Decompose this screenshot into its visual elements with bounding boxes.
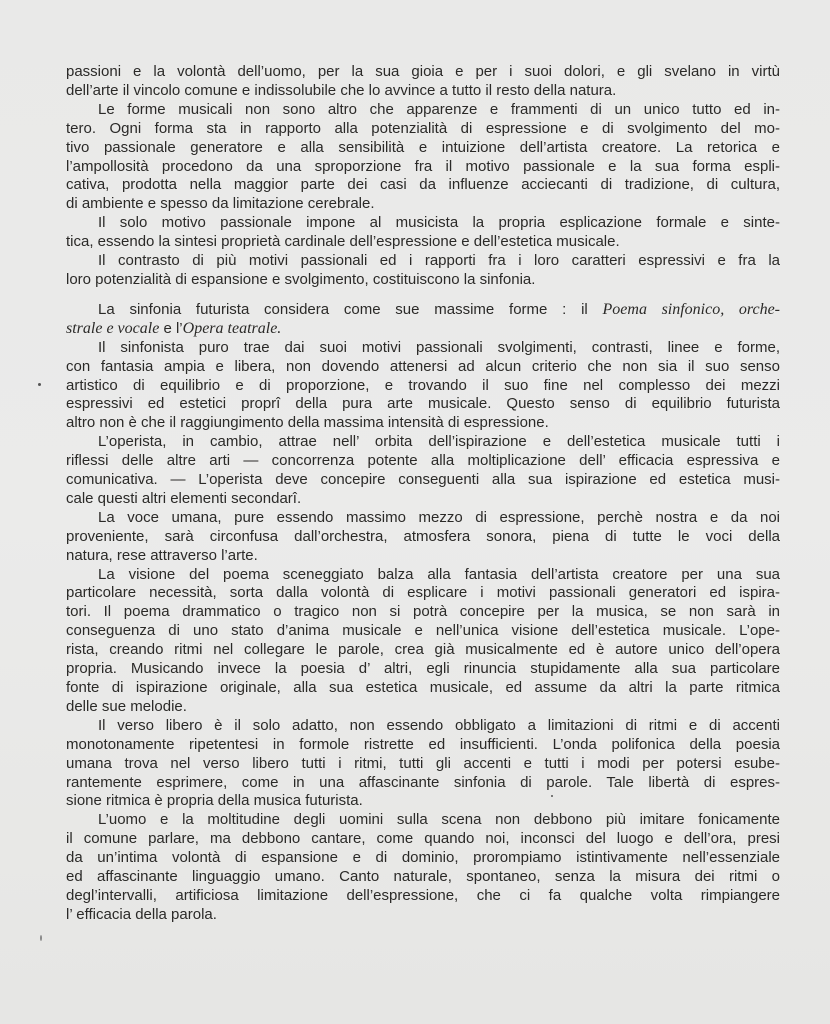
text-line: L’uomo e la moltitudine degli uomini sulla scena non debbono più imitare fonicamente xyxy=(98,811,780,829)
text-line: degl’intervalli, artificiosa limitazione dell’espressione, che ci fa qualche volta rimpiangere xyxy=(66,886,780,904)
paragraph xyxy=(66,101,780,214)
text-line: fonte di ispirazione originale, alla sua estetica musicale, ed assume da altri la parte ritmica xyxy=(66,679,780,696)
text-line: tivo passionale generatore e alla sensibilità e intuizione dell’artista creatore. La retorica e xyxy=(66,138,780,156)
text-line: sione ritmica è propria della musica futurista. xyxy=(66,792,363,810)
text-line: particolare necessità, sorta dalla volontà di esplicare i motivi passionali generatori ed ispira- xyxy=(66,584,780,602)
text-line: rantemente esprimere, come in una affascinante sinfonia di parole. Tale libertà di espres- xyxy=(66,773,780,791)
paragraph xyxy=(66,509,780,566)
text-line: La voce umana, pure essendo massimo mezzo di espressione, perchè nostra e da noi xyxy=(98,508,780,526)
text-line: dell’arte il vincolo comune e indissolubile che lo avvince a tutto il resto della natura. xyxy=(66,81,617,99)
paragraph xyxy=(66,717,780,812)
text-line: Il verso libero è il solo adatto, non essendo obbligato a limitazioni di ritmi e di accenti xyxy=(98,716,780,734)
text-line: Il contrasto di più motivi passionali ed i rapporti fra i loro caratteri espressivi e fra la xyxy=(98,252,780,270)
text-line: cativa, prodotta nella maggior parte dei casi da influenze acciecanti di tradizione, di cultura, xyxy=(66,176,780,194)
text-line: tica, essendo la sintesi proprietà cardinale dell’espressione e dell’estetica musicale. xyxy=(66,233,620,251)
text-line: La visione del poema sceneggiato balza alla fantasia dell’artista creatore per una sua xyxy=(98,565,780,583)
text-line: l’ efficacia della parola. xyxy=(66,905,217,923)
text-line: tero. Ogni forma sta in rapporto alla potenzialità di espressione e di svolgimento del mo- xyxy=(66,119,780,137)
text-line: conseguenza di uno stato d’anima musicale e nell’unica visione dell’estetica musicale. L’ope- xyxy=(66,622,780,640)
text-segment: La sinfonia futurista considera come sue massime forme : il xyxy=(98,300,603,318)
text-line: delle sue melodie. xyxy=(66,697,187,715)
text-line: monotonamente ripetentesi in formole ristrette ed insufficienti. L’onda polifonica della poesia xyxy=(66,735,780,753)
paragraph xyxy=(66,566,780,717)
text-line: L’operista, in cambio, attrae nell’ orbita dell’ispirazione e dell’estetica musicale tutti i xyxy=(98,433,780,451)
text-line xyxy=(66,301,780,320)
text-line: Il sinfonista puro trae dai suoi motivi passionali svolgimenti, contrasti, linee e forme, xyxy=(98,338,780,356)
paragraph xyxy=(66,339,780,434)
text-line: umana trova nel verso libero tutti i ritmi, tutti gli accenti e tutti i modi per potersi esube- xyxy=(66,754,780,772)
text-line: rista, creando ritmi nel collegare le parole, crea già musicalmente ed è autore unico dell’opera xyxy=(66,641,780,659)
text-line: espressivi ed estetici proprî della pura arte musicale. Questo senso di equilibrio futurista xyxy=(66,395,780,413)
text-line: comunicativa. — L’operista deve concepire conseguenti alla sua ispirazione ed estetica musi- xyxy=(66,471,780,489)
text-line: di ambiente e spesso da limitazione cerebrale. xyxy=(66,195,375,213)
paper-speck xyxy=(38,383,41,386)
text-line xyxy=(66,320,780,339)
text-line: altro non è che il raggiungimento della massima intensità di espressione. xyxy=(66,414,549,432)
italic-title: Opera teatrale. xyxy=(182,319,282,337)
paragraph xyxy=(66,301,780,339)
text-section xyxy=(66,63,780,290)
text-line: loro potenzialità di espansione e svolgimento, costituiscono la sinfonia. xyxy=(66,270,536,288)
paragraph xyxy=(66,252,780,290)
text-line: il comune parlare, ma debbono cantare, come quando noi, inconsci del luogo e dell’ora, presi xyxy=(66,830,780,848)
paragraph xyxy=(66,433,780,509)
paragraph xyxy=(66,811,780,924)
paragraph xyxy=(66,63,780,101)
text-segment: e l’ xyxy=(159,319,183,337)
text-line: Le forme musicali non sono altro che apparenze e frammenti di un unico tutto ed in- xyxy=(98,100,780,118)
text-line: propria. Musicando invece la poesia d’ altri, egli rinuncia stupidamente alla sua particolare xyxy=(66,660,780,678)
text-line: natura, rese attraverso l’arte. xyxy=(66,546,258,564)
text-line: con fantasia ampia e libera, non dovendo attenersi ad alcun criterio che non sia il suo senso xyxy=(66,357,780,375)
text-line: da un’intima volontà di espansione e di dominio, prorompiamo istintivamente nell’essenziale xyxy=(66,849,780,867)
text-line: proveniente, sarà circonfusa dall’orchestra, atmosfera sonora, piena di tutte le voci della xyxy=(66,527,780,545)
document-page xyxy=(66,63,780,925)
text-line: artistico di equilibrio e di proporzione, e trovando il suo fine nel complesso dei mezzi xyxy=(66,376,780,394)
paper-speck xyxy=(40,935,42,941)
text-line: Il solo motivo passionale impone al musicista la propria esplicazione formale e sinte- xyxy=(98,214,780,232)
text-line: passioni e la volontà dell’uomo, per la sua gioia e per i suoi dolori, e gli svelano in virtù xyxy=(66,63,780,80)
text-line: tori. Il poema drammatico o tragico non si potrà concepire per la musica, se non sarà in xyxy=(66,603,780,621)
text-line: riflessi delle altre arti — concorrenza potente alla moltiplicazione dell’ efficacia espressiva e xyxy=(66,452,780,470)
text-line: cale questi altri elementi secondarî. xyxy=(66,489,302,507)
text-section xyxy=(66,301,780,925)
paragraph xyxy=(66,214,780,252)
text-line: ed affascinante linguaggio umano. Canto naturale, spontaneo, senza la misura dei ritmi o xyxy=(66,868,780,886)
italic-title: strale e vocale xyxy=(66,319,160,337)
italic-title: Poema sinfonico, orche- xyxy=(602,300,780,318)
paper-speck xyxy=(551,795,553,797)
text-line: l’ampollosità procedono da una sproporzione fra il motivo passionale e la sua forma espli- xyxy=(66,157,780,175)
